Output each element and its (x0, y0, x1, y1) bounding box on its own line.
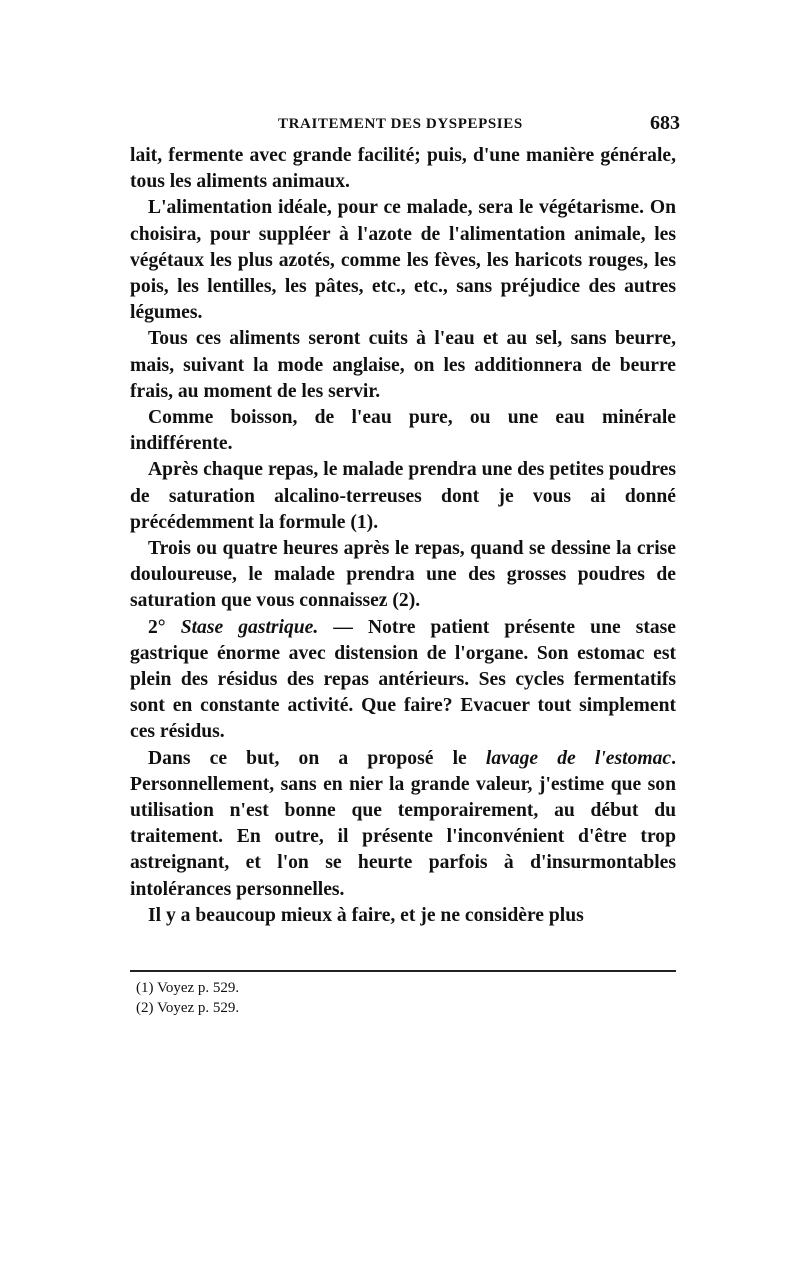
paragraph: lait, fermente avec grande facilité; puis, d'une manière générale, tous les aliments animaux. (130, 145, 676, 193)
paragraph (130, 746, 676, 903)
section-heading-italic: Stase gastrique. (180, 616, 319, 638)
paragraph: L'alimentation idéale, pour ce malade, sera le végétarisme. On choisira, pour suppléer à l'azote de l'alimentation animale, les végétaux les plus azotés, comme les fèves, les haricots rouges, les pois, les lentilles, les pâtes, etc., etc., sans préjudice des autres légumes. (130, 197, 676, 324)
paragraph: Tous ces aliments seront cuits à l'eau et au sel, sans beurre, mais, suivant la mode anglaise, on les additionnera de beurre frais, au moment de les servir. (130, 328, 676, 402)
footnote: (2) Voyez p. 529. (136, 1000, 240, 1016)
paragraph: Après chaque repas, le malade prendra une des petites poudres de saturation alcalino-terreuses dont je vous ai donné précédemment la formule (1). (130, 459, 676, 533)
paragraph: Il y a beaucoup mieux à faire, et je ne considère plus (148, 904, 584, 926)
footnote-divider (130, 970, 676, 972)
paragraph: Trois ou quatre heures après le repas, quand se dessine la crise douloureuse, le malade prendra une des grosses poudres de saturation que vous connaissez (2). (130, 538, 676, 612)
paragraph (130, 615, 676, 746)
page-number: 683 (650, 112, 680, 134)
paragraph-prefix: Dans ce but, on a proposé le (148, 747, 486, 769)
italic-term: lavage de l'estomac (485, 747, 672, 769)
footnotes (136, 978, 676, 1018)
running-title: TRAITEMENT DES DYSPEPSIES (278, 116, 523, 132)
paragraph-body: . Personnellement, sans en nier la grande valeur, j'estime que son utilisation n'est bonne que temporairement, au début du traitement. En outre, il présente l'inconvénient d'être trop astreignant, et l'on se heurte parfois à d'insurmontables intolérances personnelles. (130, 747, 677, 900)
paragraph-body: — Notre patient présente une stase gastrique énorme avec distension de l'organe. Son estomac est plein des résidus des repas antérieurs. Ses cycles fermentatifs sont en constante activité. Que faire? Evacuer tout simplement ces résidus. (130, 616, 676, 743)
page-header (130, 112, 680, 142)
paragraph: Comme boisson, de l'eau pure, ou une eau minérale indifférente. (130, 407, 676, 455)
body-text (130, 143, 676, 929)
paragraph-prefix: 2° (148, 616, 181, 638)
footnote: (1) Voyez p. 529. (136, 980, 240, 996)
